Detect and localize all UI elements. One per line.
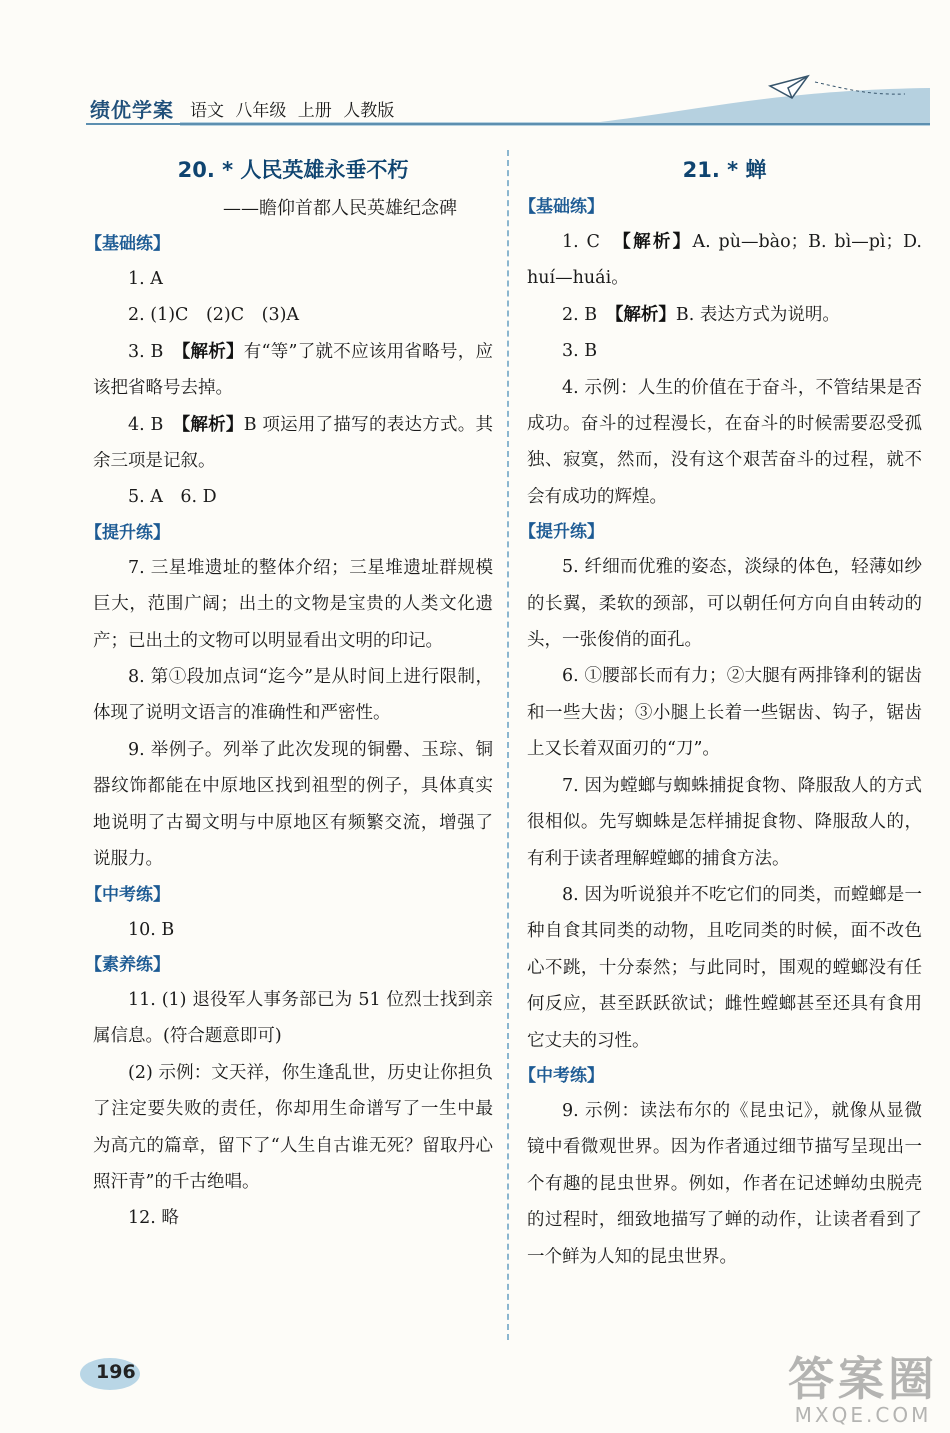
answer-paragraph [527,297,922,333]
answer-number: 3. B [128,341,182,362]
book-subject: 语文 八年级 上册 人教版 [190,101,395,121]
section-heading: 【中考练】 [519,1065,604,1086]
section-heading: 【提升练】 [519,522,604,543]
answer-text: 有“等”了就不应该用省略号，应该把省略号去掉。 [93,341,493,399]
brand-logo: 绩优学案 [90,98,174,122]
paper-plane-icon [770,76,808,98]
section-heading: 【中考练】 [85,884,170,905]
right-sections [519,190,922,1275]
section-heading: 【基础练】 [519,197,604,217]
analysis-tag: 【解析】 [622,232,693,252]
section-heading: 【基础练】 [85,234,170,254]
answer-text: B. 表达方式为说明。 [675,304,840,325]
left-column [85,150,494,1237]
lesson-subtitle: ——瞻仰首都人民英雄纪念碑 [223,198,457,219]
answer-paragraph: 12. 略 [128,1208,179,1229]
answer-paragraph: 8. 第①段加点词“迄今”是从时间上进行限制，体现了说明文语言的准确性和严密性。 [93,667,493,724]
answer-paragraph: 9. 举例子。列举了此次发现的铜罍、玉琮、铜器纹饰都能在中原地区找到祖型的例子，具体真实地说明了古蜀文明与中原地区有频繁交流，增强了说服力。 [93,739,493,870]
answer-paragraph: 7. 三星堆遗址的整体介绍；三星堆遗址群规模巨大，范围广阔；出土的文物是宝贵的人类文化遗产；已出土的文物可以明显看出文明的印记。 [93,557,493,651]
answer-paragraph: 4. 示例：人生的价值在于奋斗，不管结果是否成功。奋斗的过程漫长，在奋斗的时候需要忍受孤独、寂寞，然而，没有这个艰苦奋斗的过程，就不会有成功的辉煌。 [527,377,922,507]
page-header [0,0,950,140]
answer-text: B 项运用了描写的表达方式。其余三项是记叙。 [93,414,494,472]
page-number: 196 [96,1361,136,1383]
answer-paragraph [527,224,922,297]
left-sections [85,227,494,1237]
answer-paragraph: 1. A [128,269,163,289]
section-heading: 【素养练】 [85,954,170,975]
section-heading: 【提升练】 [85,522,170,543]
answer-number: 1. C [562,232,623,252]
answer-paragraph: 6. ①腰部长而有力；②大腿有两排锋利的锯齿和一些大齿；③小腿上长着一些锯齿、钩子，锯齿上又长着双面刃的“刀”。 [527,666,922,760]
answer-paragraph: 8. 因为听说狼并不吃它们的同类，而螳螂是一种自食其同类的动物，且吃同类的时候，面不改色心不跳，十分泰然；与此同时，围观的螳螂没有任何反应，甚至跃跃欲试；雌性螳螂甚至还具有食用它丈夫的习性。 [527,884,922,1051]
answer-paragraph: 3. B [562,341,598,362]
answer-paragraph: (2) 示例：文天祥，你生逢乱世，历史让你担负了注定要失败的责任，你却用生命谱写了一生中最为高亢的篇章，留下了“人生自古谁无死？留取丹心照汗青”的千古绝唱。 [93,1062,493,1192]
watermark [788,1343,938,1427]
answer-paragraph: 11. (1) 退役军人事务部已为 51 位烈士找到亲属信息。(符合题意即可) [93,989,493,1047]
answer-number: 2. B [562,304,615,325]
answer-text: A. pù—bào；B. bì—pì；D. huí—huái。 [527,232,922,289]
watermark-logo: 答案圈 [788,1352,938,1406]
right-column [519,150,922,1275]
column-divider [507,150,509,1340]
answer-paragraph: 9. 示例：读法布尔的《昆虫记》，就像从显微镜中看微观世界。因为作者通过细节描写呈现出一个有趣的昆虫世界。例如，作者在记述蝉幼虫脱壳的过程时，细致地描写了蝉的动作，让读者看到了一个鲜为人知的昆虫世界。 [527,1100,922,1267]
answer-paragraph: 7. 因为螳螂与蜘蛛捕捉食物、降服敌人的方式很相似。先写蜘蛛是怎样捕捉食物、降服敌人的，有利于读者理解螳螂的捕食方法。 [527,775,922,869]
lesson-title: 20. * 人民英雄永垂不朽 [177,158,409,182]
analysis-tag: 【解析】 [181,414,244,435]
answer-paragraph [93,334,493,407]
analysis-tag: 【解析】 [614,304,676,325]
answer-paragraph: 2. (1)C (2)C (3)A [128,305,300,326]
lesson-title: 21. * 蝉 [682,158,767,182]
answer-paragraph: 10. B [128,919,175,940]
answer-paragraph [93,407,493,480]
analysis-tag: 【解析】 [181,341,244,362]
answer-number: 4. B [128,414,182,435]
answer-paragraph: 5. 纤细而优雅的姿态，淡绿的体色，轻薄如纱的长翼，柔软的颈部，可以朝任何方向自由转动的头，一张俊俏的面孔。 [527,557,922,651]
answer-paragraph: 5. A 6. D [128,487,217,508]
watermark-url: MXQE.COM [794,1403,932,1427]
